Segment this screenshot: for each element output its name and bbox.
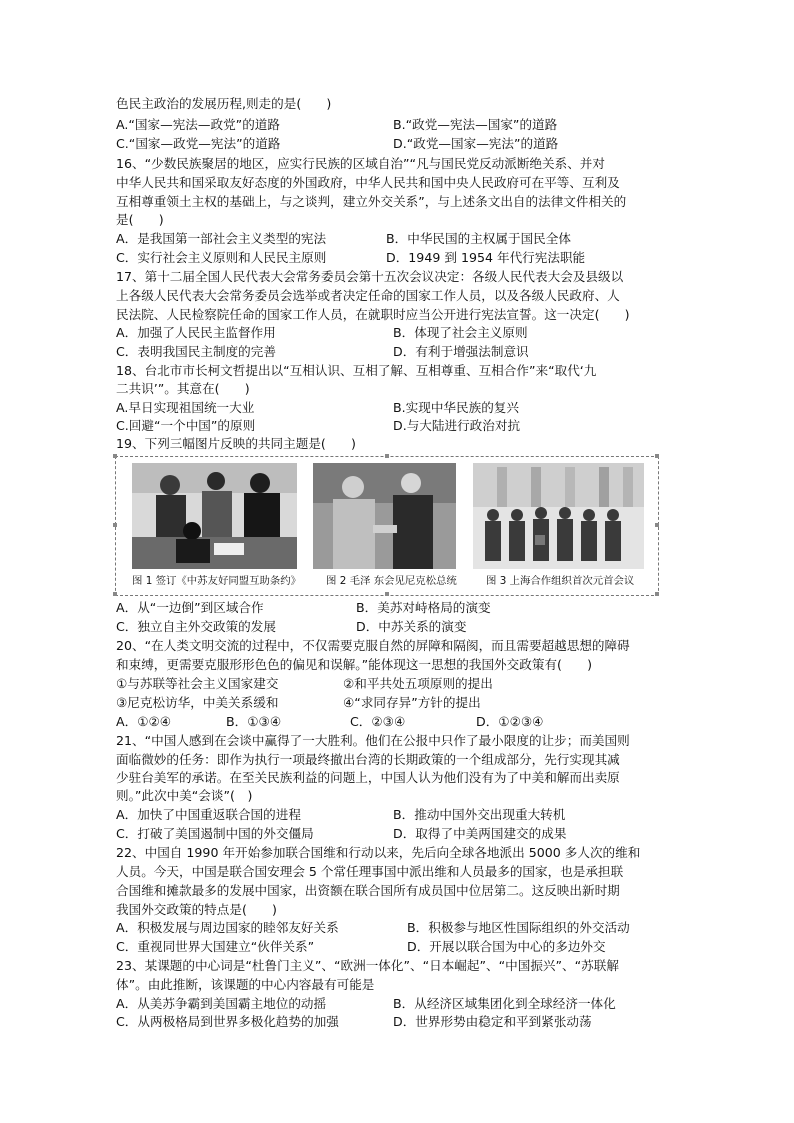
option: C．②③④: [350, 714, 406, 729]
option: C.回避“一个中国”的原则: [116, 418, 256, 433]
question-17-line: 上各级人民代表大会常务委员会选举或者决定任命的国家工作人员，以及各级人民政府、人: [116, 288, 620, 303]
question-22-line: 我国外交政策的特点是( ): [116, 902, 277, 917]
resize-handle: [113, 592, 117, 596]
option: D．中苏关系的演变: [356, 619, 467, 634]
resize-handle: [385, 454, 389, 458]
question-16-line: 互相尊重领土主权的基础上，与之谈判，建立外交关系”，与上述条文出自的法律文件相关的: [116, 194, 627, 209]
question-17-line: 民法院、人民检察院任命的国家工作人员，在就职时应当公开进行宪法宣誓。这一决定( ): [116, 307, 630, 322]
resize-handle: [385, 592, 389, 596]
option: A．加快了中国重返联合国的进程: [116, 807, 301, 822]
question-23-line: 体”。由此推断，该课题的中心内容最有可能是: [116, 977, 375, 992]
question-16-line: 中华人民共和国采取友好态度的外国政府，中华人民共和国中央人民政府可在平等、互利及: [116, 175, 620, 190]
option: B．推动中国外交出现重大转机: [393, 807, 566, 822]
question-21-line: 面临微妙的任务：即作为执行一项最终撤出台湾的长期政策的一个组成部分，先行实现其减: [116, 752, 620, 767]
photo-mao-nixon: [313, 463, 456, 569]
option: D．世界形势由稳定和平到紧张动荡: [393, 1014, 592, 1029]
photo-strip: [115, 456, 659, 596]
question-22-line: 22、中国自 1990 年开始参加联合国维和行动以来，先后向全球各地派出 5000 多人次的维和: [116, 845, 641, 860]
option: C．表明我国民主制度的完善: [116, 344, 276, 359]
option: A．从美苏争霸到美国霸主地位的动摇: [116, 996, 327, 1011]
option: ①与苏联等社会主义国家建交: [116, 676, 279, 691]
option: D．取得了中美两国建交的成果: [393, 826, 567, 841]
option: B．积极参与地区性国际组织的外交活动: [407, 920, 630, 935]
resize-handle: [655, 523, 659, 527]
option: A．积极发展与周边国家的睦邻友好关系: [116, 920, 339, 935]
option: A．①②④: [116, 714, 172, 729]
option: C．重视同世界大国建立“伙伴关系”: [116, 939, 315, 954]
question-20-line: 和束缚，更需要克服形形色色的偏见和误解。”能体现这一思想的我国外交政策有( ): [116, 657, 593, 672]
option: A．是我国第一部社会主义类型的宪法: [116, 231, 327, 246]
option: B．①③④: [226, 714, 282, 729]
option: B.“政党—宪法—国家”的道路: [393, 117, 558, 132]
option: B．从经济区域集团化到全球经济一体化: [393, 996, 616, 1011]
photo-caption: 图 3 上海合作组织首次元首会议: [486, 575, 635, 587]
photo-caption: 图 1 签订《中苏友好同盟互助条约》: [132, 575, 302, 587]
option: C．独立自主外交政策的发展: [116, 619, 276, 634]
option: A.早日实现祖国统一大业: [116, 400, 255, 415]
photo-caption: 图 2 毛泽 东会见尼克松总统: [326, 575, 457, 587]
option: D.与大陆进行政治对抗: [393, 418, 521, 433]
question-18-line: 18、台北市市长柯文哲提出以“互相认识、互相了解、互相尊重、互相合作”来“取代‘九: [116, 363, 597, 378]
option: D．1949 到 1954 年代行宪法职能: [386, 250, 586, 265]
resize-handle: [113, 454, 117, 458]
photo-treaty-signing: [132, 463, 297, 569]
question-16-line: 是( ): [116, 212, 164, 227]
stem-line: 色民主政治的发展历程,则走的是( ): [116, 96, 332, 111]
resize-handle: [113, 523, 117, 527]
question-16-line: 16、“少数民族聚居的地区，应实行民族的区域自治”“凡与国民党反动派断绝关系、并对: [116, 156, 605, 171]
option: B．中华民国的主权属于国民全体: [386, 231, 571, 246]
question-23-line: 23、某课题的中心词是“杜鲁门主义”、“欧洲一体化”、“日本崛起”、“中国振兴”、“苏联解: [116, 958, 619, 973]
option: D．有利于增强法制意识: [393, 344, 529, 359]
option: D.“政党—国家—宪法”的道路: [393, 136, 559, 151]
option: D．开展以联合国为中心的多边外交: [407, 939, 606, 954]
option: ④“求同存异”方针的提出: [343, 695, 481, 710]
question-21-line: 21、“中国人感到在会谈中赢得了一大胜利。他们在公报中只作了最小限度的让步；而美国则: [116, 733, 630, 748]
option: B.实现中华民族的复兴: [393, 400, 519, 415]
question-22-line: 人员。今天，中国是联合国安理会 5 个常任理事国中派出维和人员最多的国家，也是承担联: [116, 864, 624, 879]
resize-handle: [655, 454, 659, 458]
option: A．从“一边倒”到区域合作: [116, 600, 264, 615]
option: A．加强了人民民主监督作用: [116, 325, 276, 340]
question-22-line: 合国维和摊款最多的发展中国家，出资额在联合国所有成员国中位居第二。这反映出新时期: [116, 883, 620, 898]
photo-sco-summit: [473, 463, 644, 569]
option: A.“国家—宪法—政党”的道路: [116, 117, 280, 132]
question-18-line: 二共识’”。其意在( ): [116, 381, 250, 396]
option: D．①②③④: [476, 714, 544, 729]
option: C．从两极格局到世界多极化趋势的加强: [116, 1014, 339, 1029]
option: C.“国家—政党—宪法”的道路: [116, 136, 281, 151]
question-19-line: 19、下列三幅图片反映的共同主题是( ): [116, 436, 356, 451]
option: B．体现了社会主义原则: [393, 325, 528, 340]
question-21-line: 少驻台美军的承诺。在至关民族利益的问题上，中国人认为他们没有为了中美和解而出卖原: [116, 770, 620, 785]
option: B．美苏对峙格局的演变: [356, 600, 491, 615]
option: C．实行社会主义原则和人民民主原则: [116, 250, 327, 265]
question-20-line: 20、“在人类文明交流的过程中，不仅需要克服自然的屏障和隔阂，而且需要超越思想的障碍: [116, 638, 630, 653]
question-17-line: 17、第十二届全国人民代表大会常务委员会第十五次会议决定：各级人民代表大会及县级以: [116, 269, 624, 284]
resize-handle: [655, 592, 659, 596]
option: C．打破了美国遏制中国的外交僵局: [116, 826, 314, 841]
option: ②和平共处五项原则的提出: [343, 676, 493, 691]
option: ③尼克松访华，中美关系缓和: [116, 695, 279, 710]
question-21-line: 则。”此次中美“会谈”( ): [116, 788, 253, 803]
